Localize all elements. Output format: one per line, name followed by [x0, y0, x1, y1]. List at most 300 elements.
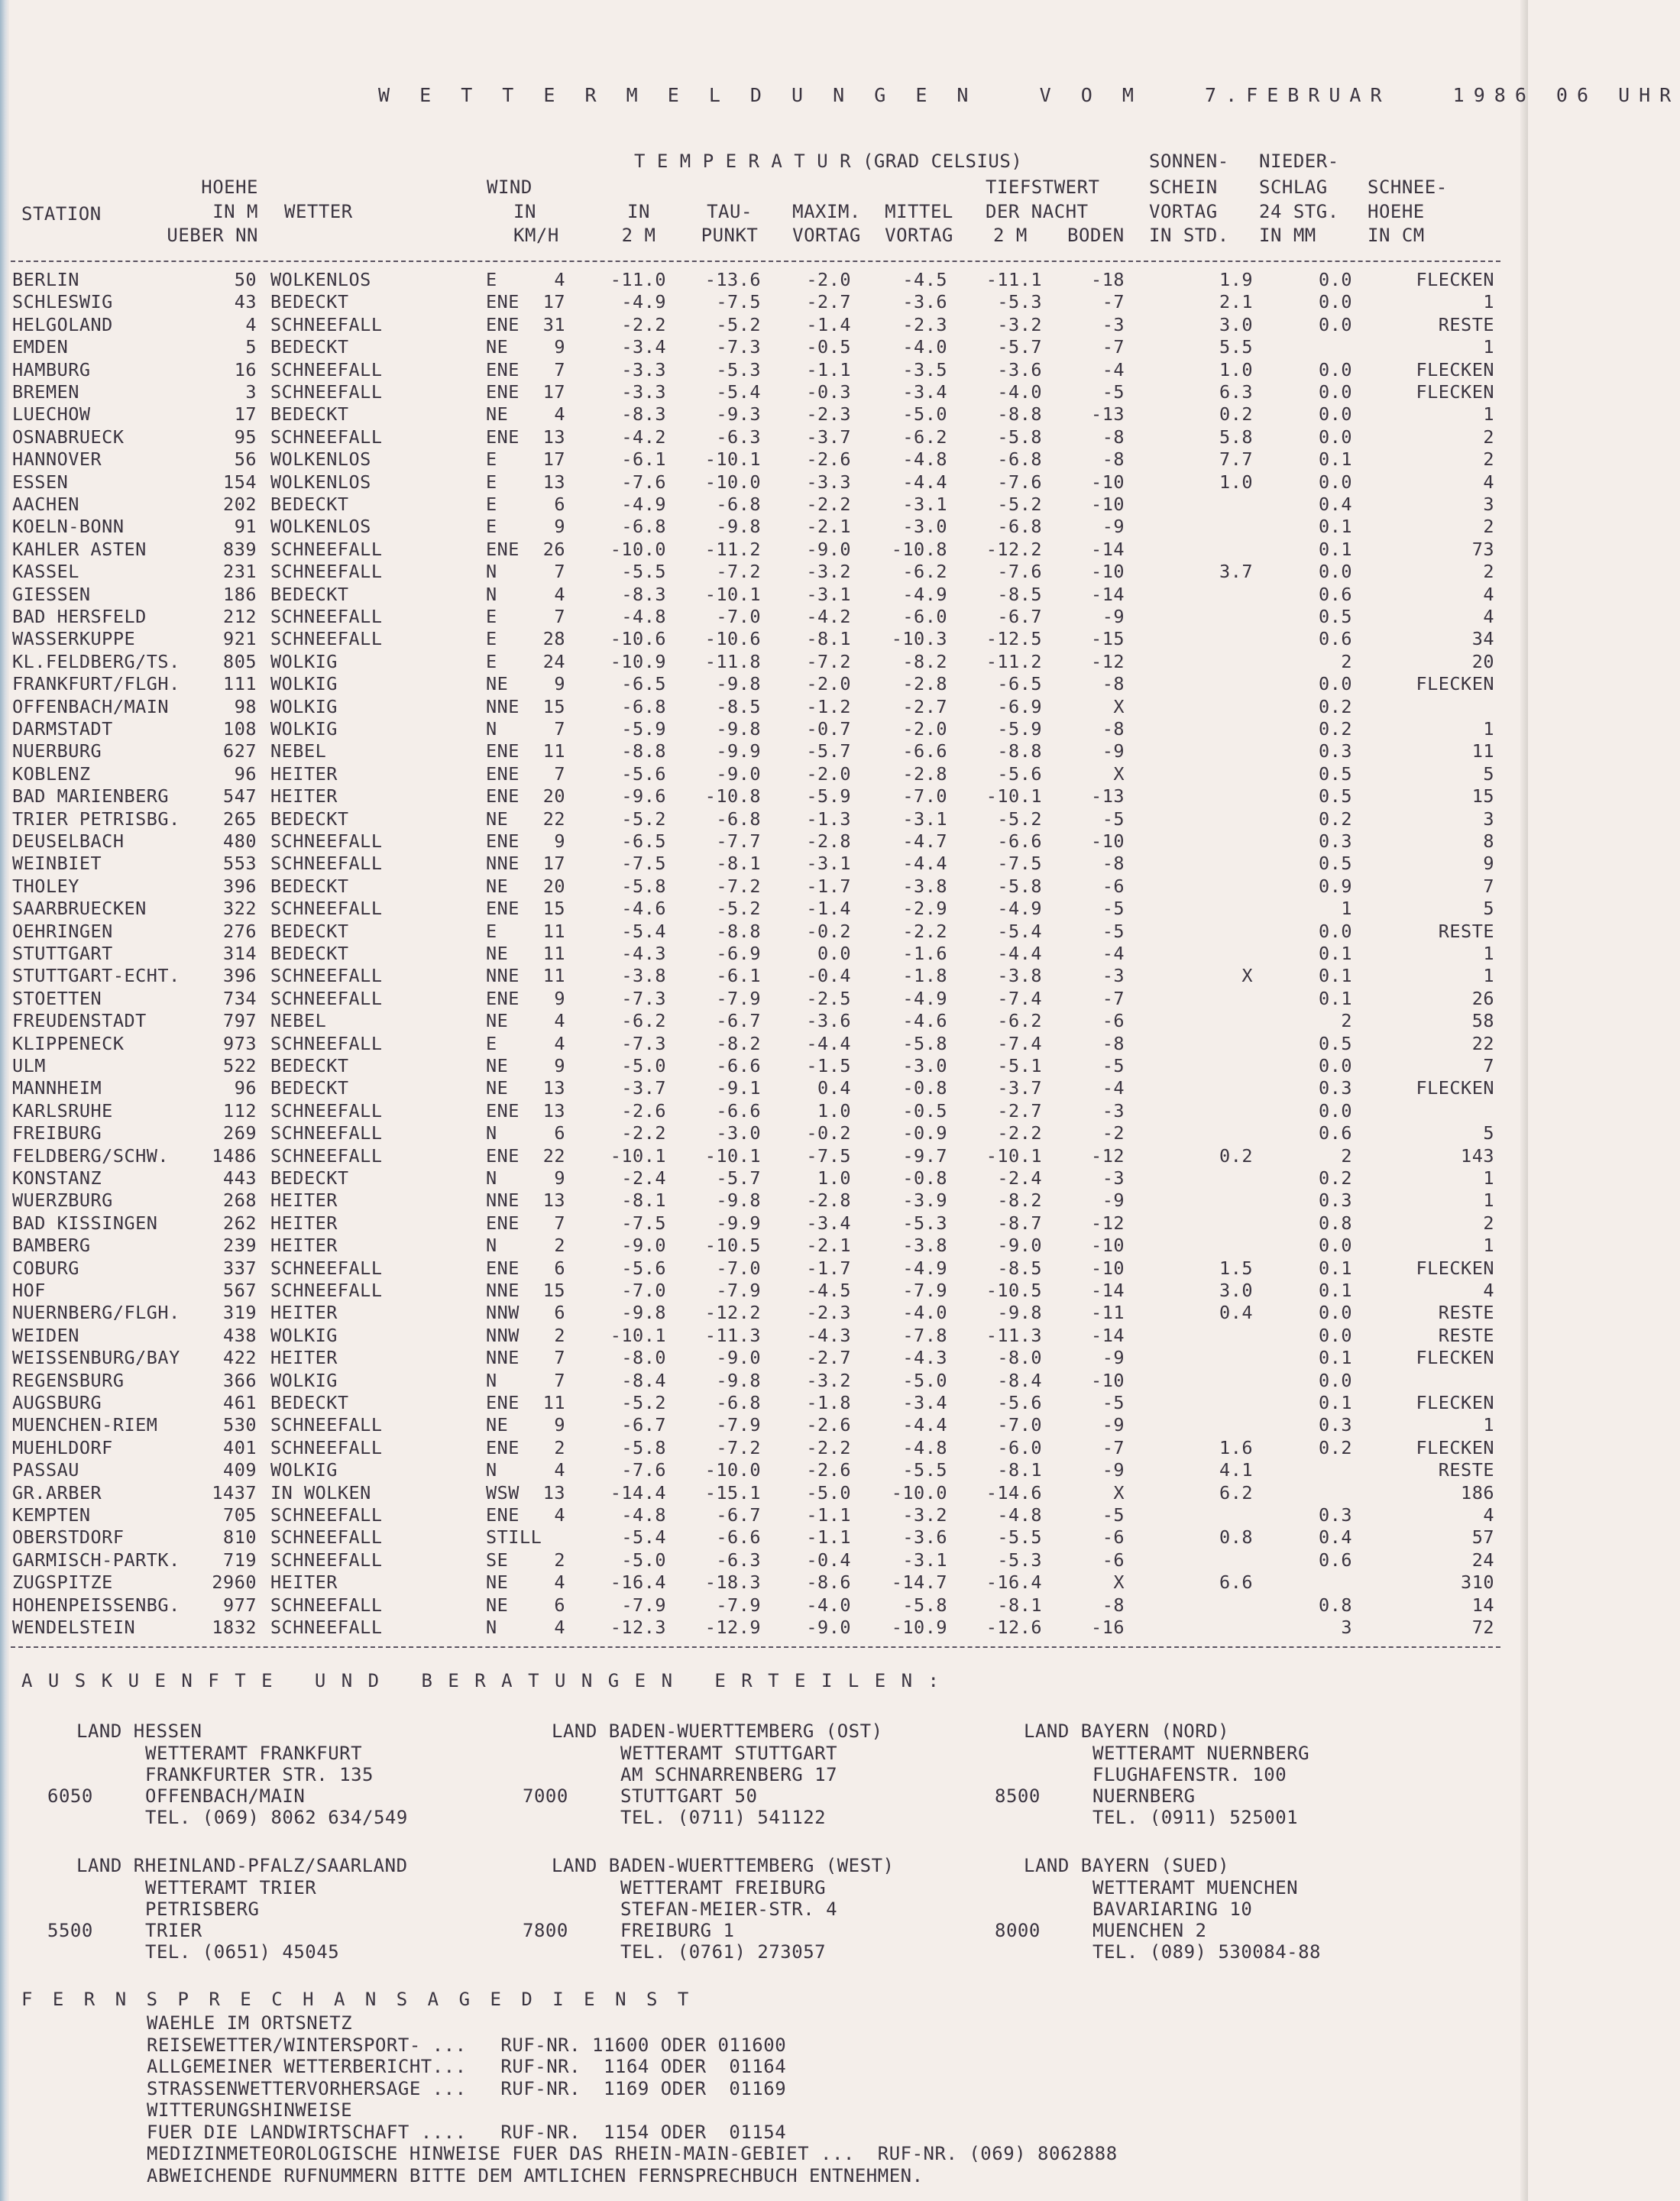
- taupunkt: -6.8: [716, 808, 761, 830]
- mittel-vortag: -4.4: [902, 471, 947, 493]
- contact-land: LAND BAYERN (SUED): [1024, 1855, 1230, 1876]
- niederschlag: 0.0: [1319, 1302, 1352, 1324]
- max-vortag: -2.3: [806, 1302, 851, 1324]
- wind-dir: E: [486, 650, 497, 672]
- hoehe: 186: [223, 583, 257, 605]
- temp-2m: -5.6: [621, 762, 666, 785]
- taupunkt: -10.6: [704, 628, 761, 650]
- taupunkt: -6.6: [716, 1099, 761, 1122]
- schneehoehe: 22: [1471, 1032, 1494, 1054]
- station-name: STOETTEN: [12, 987, 102, 1009]
- header-nieder-2: SCHLAG: [1259, 176, 1328, 198]
- temp-2m: -4.6: [621, 898, 666, 920]
- wetter: HEITER: [270, 1190, 338, 1212]
- wind-dir: ENE: [486, 538, 520, 560]
- schneehoehe: FLECKEN: [1416, 1077, 1494, 1099]
- mittel-vortag: -5.5: [902, 1459, 947, 1481]
- niederschlag: 0.3: [1319, 1190, 1352, 1212]
- tief-2m: -8.8: [997, 740, 1042, 762]
- taupunkt: -5.2: [716, 898, 761, 920]
- header-nieder-1: NIEDER-: [1259, 151, 1339, 172]
- wetter: HEITER: [270, 1212, 338, 1234]
- wind-speed: 26: [542, 538, 565, 560]
- tief-2m: -5.9: [997, 718, 1042, 740]
- niederschlag: 0.0: [1319, 673, 1352, 695]
- hoehe: 522: [223, 1055, 257, 1076]
- wind-dir: NNE: [486, 965, 520, 987]
- schneehoehe: RESTE: [1438, 1302, 1494, 1324]
- wetter: BEDECKT: [270, 875, 349, 897]
- hoehe: 337: [223, 1257, 257, 1279]
- table-rule: [11, 1646, 1500, 1648]
- tief-2m: -12.2: [986, 538, 1042, 560]
- station-name: KL.FELDBERG/TS.: [12, 650, 180, 672]
- hoehe: 319: [223, 1302, 257, 1324]
- taupunkt: -11.8: [704, 650, 761, 672]
- niederschlag: 0.2: [1319, 1436, 1352, 1458]
- station-name: STUTTGART: [12, 943, 113, 964]
- mittel-vortag: -10.3: [891, 628, 947, 650]
- wetter: BEDECKT: [270, 336, 349, 358]
- schneehoehe: 4: [1483, 583, 1494, 605]
- tief-2m: -6.0: [997, 1436, 1042, 1458]
- wetter: SCHNEEFALL: [270, 1436, 383, 1458]
- header-wind-2: IN: [513, 201, 536, 222]
- station-name: WENDELSTEIN: [12, 1617, 136, 1638]
- wetter: SCHNEEFALL: [270, 606, 383, 627]
- wetter: HEITER: [270, 1571, 338, 1594]
- mittel-vortag: -2.8: [902, 762, 947, 785]
- temp-2m: -7.5: [621, 1212, 666, 1234]
- temp-2m: -9.0: [621, 1235, 666, 1257]
- max-vortag: -3.2: [806, 561, 851, 583]
- contact-line: WETTERAMT FREIBURG: [620, 1877, 827, 1898]
- station-name: HANNOVER: [12, 448, 102, 471]
- niederschlag: 0.3: [1319, 740, 1352, 762]
- tief-boden: -15: [1091, 628, 1125, 650]
- temp-2m: -3.4: [621, 336, 666, 358]
- tief-2m: -8.8: [997, 403, 1042, 426]
- temp-2m: -3.3: [621, 358, 666, 380]
- schneehoehe: 11: [1471, 740, 1494, 762]
- niederschlag: 0.2: [1319, 718, 1352, 740]
- wind-dir: ENE: [486, 1392, 520, 1413]
- station-name: ESSEN: [12, 471, 69, 493]
- wind-speed: 7: [554, 1369, 565, 1391]
- mittel-vortag: -3.6: [902, 1526, 947, 1549]
- taupunkt: -9.3: [716, 403, 761, 426]
- contact-land: LAND BAYERN (NORD): [1024, 1720, 1230, 1742]
- station-name: MANNHEIM: [12, 1077, 102, 1099]
- schneehoehe: 4: [1483, 1504, 1494, 1526]
- sonnenschein: 4.1: [1219, 1459, 1253, 1481]
- max-vortag: -7.5: [806, 1144, 851, 1167]
- niederschlag: 0.0: [1319, 920, 1352, 942]
- tief-boden: -9: [1102, 740, 1125, 762]
- taupunkt: -12.9: [704, 1617, 761, 1638]
- wind-dir: E: [486, 1032, 497, 1054]
- temp-2m: -5.4: [621, 920, 666, 942]
- schneehoehe: 1: [1483, 336, 1494, 358]
- max-vortag: -3.4: [806, 1212, 851, 1234]
- max-vortag: -3.6: [806, 1010, 851, 1032]
- wind-speed: 17: [542, 448, 565, 471]
- temp-2m: -8.1: [621, 1190, 666, 1212]
- schneehoehe: 26: [1471, 987, 1494, 1009]
- niederschlag: 0.9: [1319, 875, 1352, 897]
- tief-boden: -6: [1102, 1010, 1125, 1032]
- wetter: SCHNEEFALL: [270, 1617, 383, 1638]
- wetter: SCHNEEFALL: [270, 853, 383, 875]
- temp-2m: -2.2: [621, 1122, 666, 1144]
- niederschlag: 0.1: [1319, 516, 1352, 538]
- taupunkt: -6.8: [716, 1392, 761, 1413]
- tief-boden: -5: [1102, 1055, 1125, 1076]
- mittel-vortag: -4.6: [902, 1010, 947, 1032]
- niederschlag: 0.1: [1319, 1392, 1352, 1413]
- wind-dir: N: [486, 583, 497, 605]
- tief-boden: -5: [1102, 1392, 1125, 1413]
- mittel-vortag: -0.9: [902, 1122, 947, 1144]
- wind-speed: 28: [542, 628, 565, 650]
- temp-2m: -2.4: [621, 1167, 666, 1189]
- max-vortag: -1.1: [806, 358, 851, 380]
- tief-boden: -8: [1102, 673, 1125, 695]
- wind-speed: 4: [554, 1459, 565, 1481]
- wind-dir: NE: [486, 1055, 509, 1076]
- wind-speed: 7: [554, 606, 565, 627]
- tief-2m: -5.3: [997, 291, 1042, 313]
- station-name: BAD HERSFELD: [12, 606, 147, 627]
- niederschlag: 0.1: [1319, 987, 1352, 1009]
- temp-2m: -7.5: [621, 853, 666, 875]
- temp-2m: -3.7: [621, 1077, 666, 1099]
- hoehe: 112: [223, 1099, 257, 1122]
- header-taupunkt-1: TAU-: [707, 201, 753, 222]
- hoehe: 396: [223, 965, 257, 987]
- temp-2m: -4.3: [621, 943, 666, 964]
- wind-speed: 6: [554, 1594, 565, 1616]
- tief-boden: -5: [1102, 920, 1125, 942]
- tief-2m: -8.0: [997, 1347, 1042, 1369]
- max-vortag: -2.0: [806, 673, 851, 695]
- wind-speed: 4: [554, 583, 565, 605]
- mittel-vortag: -3.1: [902, 494, 947, 515]
- sonnenschein: 5.5: [1219, 336, 1253, 358]
- wind-dir: E: [486, 606, 497, 627]
- tief-2m: -7.4: [997, 1032, 1042, 1054]
- temp-2m: -4.2: [621, 426, 666, 448]
- wind-speed: 11: [542, 740, 565, 762]
- wind-speed: 9: [554, 673, 565, 695]
- wetter: SCHNEEFALL: [270, 1414, 383, 1436]
- contact-line: PETRISBERG: [145, 1898, 260, 1920]
- taupunkt: -9.9: [716, 1212, 761, 1234]
- temp-2m: -8.8: [621, 740, 666, 762]
- tief-2m: -5.6: [997, 762, 1042, 785]
- wind-dir: E: [486, 628, 497, 650]
- wind-dir: E: [486, 471, 497, 493]
- mittel-vortag: -4.8: [902, 448, 947, 471]
- tief-2m: -4.8: [997, 1504, 1042, 1526]
- wind-speed: 4: [554, 1504, 565, 1526]
- header-tiefstwert-2: DER NACHT: [986, 201, 1089, 222]
- wind-speed: 7: [554, 1212, 565, 1234]
- wind-dir: ENE: [486, 987, 520, 1009]
- mittel-vortag: -1.6: [902, 943, 947, 964]
- wind-dir: ENE: [486, 1257, 520, 1279]
- schneehoehe: RESTE: [1438, 1459, 1494, 1481]
- contact-line: TEL. (0651) 45045: [145, 1941, 340, 1963]
- header-station: STATION: [21, 203, 102, 225]
- tief-2m: -10.1: [986, 785, 1042, 808]
- temp-2m: -9.8: [621, 1302, 666, 1324]
- hoehe: 977: [223, 1594, 257, 1616]
- max-vortag: -8.6: [806, 1571, 851, 1594]
- wetter: WOLKIG: [270, 695, 338, 717]
- contact-plz: 6050: [47, 1785, 93, 1807]
- wetter: SCHNEEFALL: [270, 538, 383, 560]
- temp-2m: -6.7: [621, 1414, 666, 1436]
- tief-2m: -8.5: [997, 1257, 1042, 1279]
- niederschlag: 0.6: [1319, 1122, 1352, 1144]
- taupunkt: -7.5: [716, 291, 761, 313]
- taupunkt: -7.9: [716, 987, 761, 1009]
- schneehoehe: 7: [1483, 875, 1494, 897]
- wetter: SCHNEEFALL: [270, 426, 383, 448]
- station-name: STUTTGART-ECHT.: [12, 965, 180, 987]
- wind-dir: ENE: [486, 381, 520, 403]
- station-name: SAARBRUECKEN: [12, 898, 147, 920]
- header-maxim-2: VORTAG: [792, 225, 861, 246]
- station-name: HOHENPEISSENBG.: [12, 1594, 180, 1616]
- temp-2m: -4.9: [621, 291, 666, 313]
- taupunkt: -9.0: [716, 1347, 761, 1369]
- wind-speed: 15: [542, 898, 565, 920]
- wind-dir: NE: [486, 1010, 509, 1032]
- station-name: BREMEN: [12, 381, 79, 403]
- wind-speed: 31: [542, 313, 565, 335]
- mittel-vortag: -3.9: [902, 1190, 947, 1212]
- mittel-vortag: -5.0: [902, 1369, 947, 1391]
- wind-speed: 4: [554, 269, 565, 290]
- temp-2m: -4.9: [621, 494, 666, 515]
- niederschlag: 0.0: [1319, 291, 1352, 313]
- niederschlag: 0.1: [1319, 1257, 1352, 1279]
- hoehe: 973: [223, 1032, 257, 1054]
- contact-line: WETTERAMT FRANKFURT: [145, 1743, 363, 1764]
- max-vortag: -1.3: [806, 808, 851, 830]
- tief-boden: -9: [1102, 516, 1125, 538]
- wind-speed: 9: [554, 1414, 565, 1436]
- hoehe: 322: [223, 898, 257, 920]
- niederschlag: 0.2: [1319, 1167, 1352, 1189]
- station-name: GR.ARBER: [12, 1481, 102, 1503]
- schneehoehe: 73: [1471, 538, 1494, 560]
- wind-dir: NNE: [486, 1190, 520, 1212]
- hoehe: 5: [245, 336, 257, 358]
- tief-boden: -10: [1091, 494, 1125, 515]
- wetter: NEBEL: [270, 740, 327, 762]
- max-vortag: -2.1: [806, 1235, 851, 1257]
- wetter: BEDECKT: [270, 403, 349, 426]
- tief-boden: -7: [1102, 987, 1125, 1009]
- niederschlag: 0.0: [1319, 358, 1352, 380]
- wind-speed: 9: [554, 336, 565, 358]
- tief-2m: -7.4: [997, 987, 1042, 1009]
- wind-speed: 20: [542, 785, 565, 808]
- hoehe: 202: [223, 494, 257, 515]
- tief-boden: -10: [1091, 1257, 1125, 1279]
- max-vortag: -1.5: [806, 1055, 851, 1076]
- wind-speed: 17: [542, 381, 565, 403]
- station-name: KASSEL: [12, 561, 79, 583]
- max-vortag: -1.1: [806, 1526, 851, 1549]
- temp-2m: -7.6: [621, 471, 666, 493]
- wind-speed: 7: [554, 358, 565, 380]
- wind-dir: ENE: [486, 358, 520, 380]
- wind-speed: 4: [554, 1617, 565, 1638]
- taupunkt: -6.6: [716, 1526, 761, 1549]
- schneehoehe: FLECKEN: [1416, 1392, 1494, 1413]
- wetter: WOLKIG: [270, 718, 338, 740]
- hoehe: 231: [223, 561, 257, 583]
- schneehoehe: 4: [1483, 606, 1494, 627]
- fernsprech-line: WITTERUNGSHINWEISE: [147, 2099, 353, 2121]
- taupunkt: -6.1: [716, 965, 761, 987]
- wind-speed: 11: [542, 1392, 565, 1413]
- station-name: OBERSTDORF: [12, 1526, 125, 1549]
- wind-dir: N: [486, 1369, 497, 1391]
- temp-2m: -11.0: [610, 269, 666, 290]
- schneehoehe: FLECKEN: [1416, 269, 1494, 290]
- sonnenschein: 1.5: [1219, 1257, 1253, 1279]
- tief-boden: -3: [1102, 1099, 1125, 1122]
- schneehoehe: FLECKEN: [1416, 358, 1494, 380]
- tief-boden: -10: [1091, 1235, 1125, 1257]
- max-vortag: -0.2: [806, 1122, 851, 1144]
- wetter: SCHNEEFALL: [270, 1549, 383, 1571]
- mittel-vortag: -3.8: [902, 1235, 947, 1257]
- max-vortag: -1.4: [806, 898, 851, 920]
- max-vortag: -5.9: [806, 785, 851, 808]
- wetter: NEBEL: [270, 1010, 327, 1032]
- temp-2m: -6.8: [621, 516, 666, 538]
- hoehe: 805: [223, 650, 257, 672]
- wind-dir: N: [486, 1617, 497, 1638]
- hoehe: 314: [223, 943, 257, 964]
- tief-boden: -7: [1102, 1436, 1125, 1458]
- tief-2m: -3.7: [997, 1077, 1042, 1099]
- tief-2m: -5.2: [997, 808, 1042, 830]
- wind-dir: NNE: [486, 695, 520, 717]
- max-vortag: -0.4: [806, 965, 851, 987]
- niederschlag: 2: [1341, 1144, 1352, 1167]
- tief-boden: -8: [1102, 853, 1125, 875]
- mittel-vortag: -4.7: [902, 830, 947, 852]
- wind-speed: 4: [554, 1032, 565, 1054]
- wind-speed: 11: [542, 943, 565, 964]
- niederschlag: 0.0: [1319, 1235, 1352, 1257]
- schneehoehe: FLECKEN: [1416, 673, 1494, 695]
- tief-2m: -6.8: [997, 516, 1042, 538]
- tief-2m: -5.6: [997, 1392, 1042, 1413]
- station-name: FRANKFURT/FLGH.: [12, 673, 180, 695]
- schneehoehe: 4: [1483, 471, 1494, 493]
- max-vortag: -4.4: [806, 1032, 851, 1054]
- schneehoehe: 1: [1483, 943, 1494, 964]
- tief-boden: -8: [1102, 1032, 1125, 1054]
- hoehe: 797: [223, 1010, 257, 1032]
- tief-2m: -2.4: [997, 1167, 1042, 1189]
- contact-plz: 8000: [995, 1920, 1041, 1941]
- temp-2m: -4.8: [621, 1504, 666, 1526]
- schneehoehe: 7: [1483, 1055, 1494, 1076]
- sonnenschein: 0.2: [1219, 403, 1253, 426]
- max-vortag: -0.2: [806, 920, 851, 942]
- wind-dir: NE: [486, 1414, 509, 1436]
- contact-line: FRANKFURTER STR. 135: [145, 1764, 374, 1785]
- schneehoehe: 5: [1483, 898, 1494, 920]
- header-hoehe-1: HOEHE: [201, 176, 258, 198]
- temp-2m: -5.0: [621, 1055, 666, 1076]
- wind-dir: E: [486, 920, 497, 942]
- schneehoehe: 1: [1483, 291, 1494, 313]
- mittel-vortag: -5.8: [902, 1594, 947, 1616]
- niederschlag: 0.1: [1319, 943, 1352, 964]
- hoehe: 96: [234, 762, 257, 785]
- schneehoehe: 20: [1471, 650, 1494, 672]
- wind-dir: WSW: [486, 1481, 520, 1503]
- tief-boden: -5: [1102, 808, 1125, 830]
- contact-line: STUTTGART 50: [620, 1785, 758, 1807]
- schneehoehe: 143: [1461, 1144, 1494, 1167]
- max-vortag: -2.0: [806, 269, 851, 290]
- tief-boden: -5: [1102, 898, 1125, 920]
- temp-2m: -16.4: [610, 1571, 666, 1594]
- wetter: SCHNEEFALL: [270, 1280, 383, 1301]
- wind-speed: 11: [542, 965, 565, 987]
- sonnenschein: 3.7: [1219, 561, 1253, 583]
- wind-speed: 4: [554, 1010, 565, 1032]
- wind-dir: NNE: [486, 853, 520, 875]
- mittel-vortag: -1.8: [902, 965, 947, 987]
- max-vortag: -0.5: [806, 336, 851, 358]
- wetter: SCHNEEFALL: [270, 1594, 383, 1616]
- hoehe: 56: [234, 448, 257, 471]
- max-vortag: -4.0: [806, 1594, 851, 1616]
- station-name: KOBLENZ: [12, 762, 91, 785]
- temp-2m: -7.3: [621, 1032, 666, 1054]
- niederschlag: 0.3: [1319, 1504, 1352, 1526]
- taupunkt: -7.9: [716, 1280, 761, 1301]
- tief-2m: -8.7: [997, 1212, 1042, 1234]
- tief-boden: -10: [1091, 471, 1125, 493]
- hoehe: 2960: [212, 1571, 257, 1594]
- schneehoehe: 3: [1483, 808, 1494, 830]
- contact-line: WETTERAMT NUERNBERG: [1092, 1743, 1310, 1764]
- schneehoehe: FLECKEN: [1416, 1436, 1494, 1458]
- station-name: COBURG: [12, 1257, 79, 1279]
- niederschlag: 0.3: [1319, 830, 1352, 852]
- temp-2m: -10.9: [610, 650, 666, 672]
- tief-2m: -8.1: [997, 1459, 1042, 1481]
- wind-speed: 2: [554, 1549, 565, 1571]
- taupunkt: -5.7: [716, 1167, 761, 1189]
- hoehe: 91: [234, 516, 257, 538]
- mittel-vortag: -9.7: [902, 1144, 947, 1167]
- schneehoehe: 1: [1483, 718, 1494, 740]
